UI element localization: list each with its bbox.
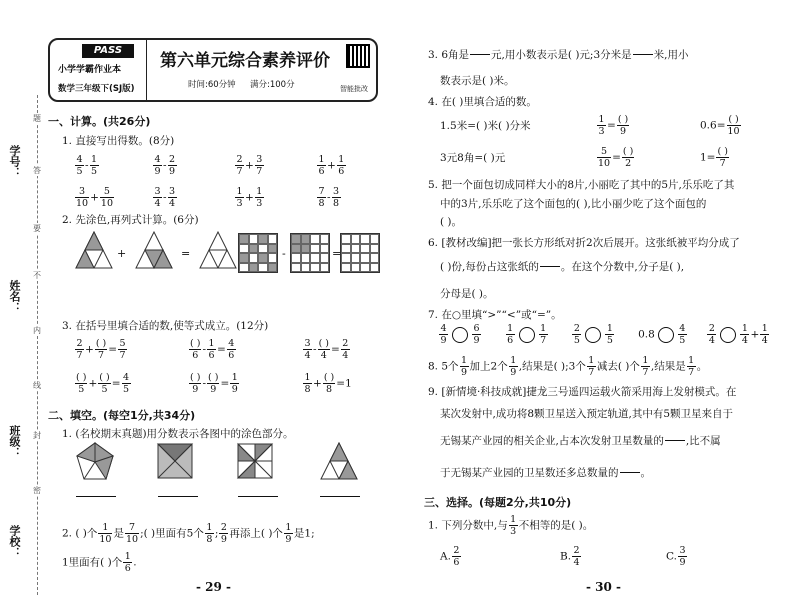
plus-sign: + bbox=[117, 247, 127, 260]
equation-item: $\frac{1}{8}$ + $\frac{( )}{8}$ =1 bbox=[304, 372, 352, 395]
compare-circle[interactable] bbox=[658, 327, 674, 343]
grid-cell[interactable] bbox=[268, 253, 278, 263]
grid-cell[interactable] bbox=[249, 244, 259, 254]
question-6-cont2: 分母是( )。 bbox=[440, 288, 494, 300]
question-9-cont: 某次发射中,成功将8颗卫星送入预定轨道,其中有5颗卫星来自于 bbox=[440, 408, 734, 420]
grid-cell[interactable] bbox=[370, 234, 380, 244]
expression-item: $\frac{2}{7}$ + $\frac{3}{7}$ bbox=[236, 154, 263, 177]
choice-question-1: 1. 下列分数中,与 $\frac{1}{3}$ 不相等的是( )。 bbox=[428, 514, 594, 537]
grid-cell[interactable] bbox=[351, 263, 361, 273]
grid-cell[interactable] bbox=[370, 244, 380, 254]
expression-item: $\frac{1}{3}$ + $\frac{1}{3}$ bbox=[236, 186, 263, 209]
label-name: 姓名： bbox=[8, 280, 21, 313]
question-2-2: 2. ( )个 $\frac{1}{10}$ 是 $\frac{7}{10}$ ;( )里面有5个 $\frac{1}{8}$ ; $\frac{2}{9}$ 再添上( )个 $\frac{1}{9}$ 是1; bbox=[62, 522, 315, 545]
q4-frac-4: 1= $\frac{( )}{7}$ bbox=[700, 146, 728, 169]
grid-cell[interactable] bbox=[268, 234, 278, 244]
grid-cell[interactable] bbox=[291, 244, 301, 254]
triangle-2 bbox=[136, 232, 172, 268]
expression-item: $\frac{3}{10}$ + $\frac{5}{10}$ bbox=[76, 186, 113, 209]
grid-cell[interactable] bbox=[320, 263, 330, 273]
answer-fraction[interactable] bbox=[76, 485, 116, 509]
answer-fraction[interactable] bbox=[158, 485, 198, 509]
dash-char: 不 bbox=[33, 271, 41, 280]
grid-cell[interactable] bbox=[301, 253, 311, 263]
section-calc: 一、计算。(共26分) bbox=[48, 115, 151, 128]
choice-a[interactable]: A. $\frac{2}{6}$ bbox=[440, 545, 460, 568]
dash-char: 要 bbox=[33, 224, 41, 233]
pentagon-shape bbox=[77, 443, 113, 479]
expression-item: $\frac{4}{5}$ - $\frac{1}{5}$ bbox=[76, 154, 98, 177]
equation-item: $\frac{( )}{5}$ + $\frac{( )}{5}$ = $\frac{4}{5}$ bbox=[76, 372, 130, 395]
dash-char: 密 bbox=[33, 486, 41, 495]
triangle-shape bbox=[321, 443, 357, 479]
triangle-1 bbox=[76, 232, 112, 268]
question-3: 3. 6角是 元,用小数表示是( )元;3分米是 米,用小 bbox=[428, 44, 688, 66]
dash-char: 题 bbox=[33, 114, 41, 123]
answer-fraction[interactable] bbox=[238, 485, 278, 509]
expression-item: $\frac{3}{4}$ - $\frac{3}{4}$ bbox=[154, 186, 176, 209]
question-5: 5. 把一个面包切成同样大小的8片,小丽吃了其中的5片,乐乐吃了其 bbox=[428, 179, 735, 191]
grid-cell[interactable] bbox=[351, 244, 361, 254]
equals-sign: = bbox=[332, 247, 342, 260]
section-fill: 二、填空。(每空1分,共34分) bbox=[48, 409, 196, 422]
compare-circle[interactable] bbox=[519, 327, 535, 343]
grid-cell[interactable] bbox=[351, 234, 361, 244]
grid-cell[interactable] bbox=[341, 263, 351, 273]
equals-sign: = bbox=[181, 247, 191, 260]
grid-figure-1 bbox=[238, 233, 278, 273]
grid-cell[interactable] bbox=[310, 234, 320, 244]
grid-cell[interactable] bbox=[370, 263, 380, 273]
grid-cell[interactable] bbox=[249, 253, 259, 263]
question-7: 7. 在○里填“>”“<”或“=”。 bbox=[428, 309, 562, 321]
q4-item-2: 3元8角=( )元 bbox=[440, 152, 506, 164]
grid-cell[interactable] bbox=[239, 263, 249, 273]
grid-cell[interactable] bbox=[360, 263, 370, 273]
question-1-3: 3. 在括号里填合适的数,使等式成立。(12分) bbox=[62, 320, 269, 332]
grid-cell[interactable] bbox=[320, 244, 330, 254]
section-choice: 三、选择。(每题2分,共10分) bbox=[424, 496, 572, 509]
qr-label: 智能批改 bbox=[340, 85, 368, 93]
dash-char: 答 bbox=[33, 166, 41, 175]
question-9-cont2: 无锡某产业园的相关企业,占本次发射卫星数量的 ,比不属 bbox=[440, 430, 721, 452]
dash-char: 内 bbox=[33, 326, 41, 335]
triangle-3 bbox=[200, 232, 236, 268]
grade-label: 数学三年级下(SJ版) bbox=[58, 84, 135, 94]
worksheet-header bbox=[48, 38, 378, 102]
dash-char: 线 bbox=[33, 381, 41, 390]
question-6-cont: ( )份,每份占这张纸的 。在这个分数中,分子是( ), bbox=[440, 256, 684, 278]
grid-cell[interactable] bbox=[291, 263, 301, 273]
expression-item: $\frac{1}{6}$ + $\frac{1}{6}$ bbox=[318, 154, 345, 177]
compare-circle[interactable] bbox=[585, 327, 601, 343]
q4-frac-2: 0.6= $\frac{( )}{10}$ bbox=[700, 114, 740, 137]
question-9-cont3: 于无锡某产业园的卫星数还多总数量的 。 bbox=[440, 462, 651, 484]
question-1-1: 1. 直接写出得数。(8分) bbox=[62, 135, 175, 147]
grid-cell[interactable] bbox=[310, 244, 320, 254]
label-class: 班级： bbox=[8, 425, 21, 458]
grid-cell[interactable] bbox=[341, 234, 351, 244]
grid-cell[interactable] bbox=[291, 253, 301, 263]
question-5-cont: 中的3片,乐乐吃了这个面包的( ),比小丽少吃了这个面包的 bbox=[440, 198, 707, 210]
equation-item: $\frac{( )}{9}$ - $\frac{( )}{9}$ = $\frac{1}{9}$ bbox=[190, 372, 238, 395]
q7-compare-row: $\frac{4}{9}$ $\frac{6}{9}$ $\frac{1}{6}$ $\frac{1}{7}$ $\frac{2}{5}$ $\frac{1}{5}$ 0.8 $\frac{4}{5}$ $\frac{2}{4}$ $\frac{1}{4}$ + $\frac{1}{4}$ bbox=[440, 323, 768, 346]
label-school: 学校： bbox=[8, 525, 21, 558]
equation-item: $\frac{3}{4}$ - $\frac{( )}{4}$ = $\frac{2}{4}$ bbox=[304, 338, 349, 361]
grid-cell[interactable] bbox=[249, 263, 259, 273]
full-score: 满分:100分 bbox=[250, 80, 295, 90]
grid-cell[interactable] bbox=[341, 253, 351, 263]
grid-cell[interactable] bbox=[320, 234, 330, 244]
equation-item: $\frac{2}{7}$ + $\frac{( )}{7}$ = $\frac{5}{7}$ bbox=[76, 338, 126, 361]
question-4: 4. 在( )里填合适的数。 bbox=[428, 96, 537, 108]
grid-cell[interactable] bbox=[310, 263, 320, 273]
brand-name: 小学学霸作业本 bbox=[58, 65, 122, 75]
page-number: - 30 - bbox=[586, 580, 622, 594]
grid-cell[interactable] bbox=[249, 234, 259, 244]
grid-cell[interactable] bbox=[239, 234, 249, 244]
question-5-cont2: ( )。 bbox=[440, 216, 463, 228]
question-3-cont: 数表示是( )米。 bbox=[440, 75, 515, 87]
grid-cell[interactable] bbox=[370, 253, 380, 263]
question-6: 6. [教材改编]把一张长方形纸对折2次后展开。这张纸被平均分成了 bbox=[428, 237, 740, 249]
answer-fraction[interactable] bbox=[320, 485, 360, 509]
minus-sign: - bbox=[282, 247, 286, 260]
grid-cell[interactable] bbox=[258, 263, 268, 273]
question-8: 8. 5个 $\frac{1}{9}$ 加上2个 $\frac{1}{9}$ ,结果是( );3个 $\frac{1}{7}$ 减去( )个 $\frac{1}{7}$ ,结果是 $\frac{1}{7}$ 。 bbox=[428, 355, 708, 378]
grid-cell[interactable] bbox=[239, 253, 249, 263]
q4-frac-3: $\frac{5}{10}$ = $\frac{( )}{2}$ bbox=[598, 146, 634, 169]
label-student-id: 学号： bbox=[8, 145, 21, 178]
grid-cell[interactable] bbox=[258, 234, 268, 244]
triangle-figures bbox=[74, 230, 244, 272]
time-limit: 时间:60分钟 bbox=[188, 80, 236, 90]
grid-figure-2 bbox=[290, 233, 330, 273]
grid-cell[interactable] bbox=[351, 253, 361, 263]
question-2-2-cont: 1里面有( )个 $\frac{1}{6}$ . bbox=[62, 551, 137, 574]
grid-cell[interactable] bbox=[310, 253, 320, 263]
question-9: 9. [新情境·科技成就]捷龙三号遥四运载火箭采用海上发射模式。在 bbox=[428, 386, 737, 398]
grid-cell[interactable] bbox=[320, 253, 330, 263]
compare-circle[interactable] bbox=[452, 327, 468, 343]
grid-cell[interactable] bbox=[258, 253, 268, 263]
grid-figure-3 bbox=[340, 233, 380, 273]
grid-cell[interactable] bbox=[341, 244, 351, 254]
dash-char: 封 bbox=[33, 431, 41, 440]
grid-cell[interactable] bbox=[360, 244, 370, 254]
square-x-shape bbox=[158, 444, 192, 478]
equation-item: $\frac{( )}{6}$ - $\frac{1}{6}$ = $\frac{4}{6}$ bbox=[190, 338, 235, 361]
choice-b[interactable]: B. $\frac{2}{4}$ bbox=[560, 545, 580, 568]
grid-cell[interactable] bbox=[301, 234, 311, 244]
choice-c[interactable]: C. $\frac{3}{9}$ bbox=[666, 545, 686, 568]
question-1-2: 2. 先涂色,再列式计算。(6分) bbox=[62, 214, 199, 226]
right-page bbox=[400, 0, 800, 611]
grid-cell[interactable] bbox=[360, 253, 370, 263]
grid-cell[interactable] bbox=[360, 234, 370, 244]
square-grid-shape bbox=[238, 444, 272, 478]
grid-cell[interactable] bbox=[258, 244, 268, 254]
page-number: - 29 - bbox=[196, 580, 232, 594]
grid-cell[interactable] bbox=[268, 263, 278, 273]
qr-code-icon[interactable] bbox=[346, 44, 370, 68]
shaded-shapes bbox=[72, 442, 372, 482]
q4-frac-1: $\frac{1}{3}$ = $\frac{( )}{9}$ bbox=[598, 114, 629, 137]
grid-cell[interactable] bbox=[268, 244, 278, 254]
expression-item: $\frac{7}{8}$ - $\frac{3}{8}$ bbox=[318, 186, 340, 209]
question-2-1: 1. (名校期末真题)用分数表示各图中的涂色部分。 bbox=[62, 428, 294, 440]
expression-item: $\frac{4}{9}$ - $\frac{2}{9}$ bbox=[154, 154, 176, 177]
pass-logo: PASS bbox=[82, 44, 134, 58]
compare-circle[interactable] bbox=[720, 327, 736, 343]
grid-cell[interactable] bbox=[301, 263, 311, 273]
grid-cell[interactable] bbox=[239, 244, 249, 254]
binding-strip bbox=[0, 95, 42, 595]
q4-item-1: 1.5米=( )米( )分米 bbox=[440, 120, 531, 132]
grid-cell[interactable] bbox=[301, 244, 311, 254]
grid-cell[interactable] bbox=[291, 234, 301, 244]
page-title: 第六单元综合素养评价 bbox=[160, 51, 330, 71]
